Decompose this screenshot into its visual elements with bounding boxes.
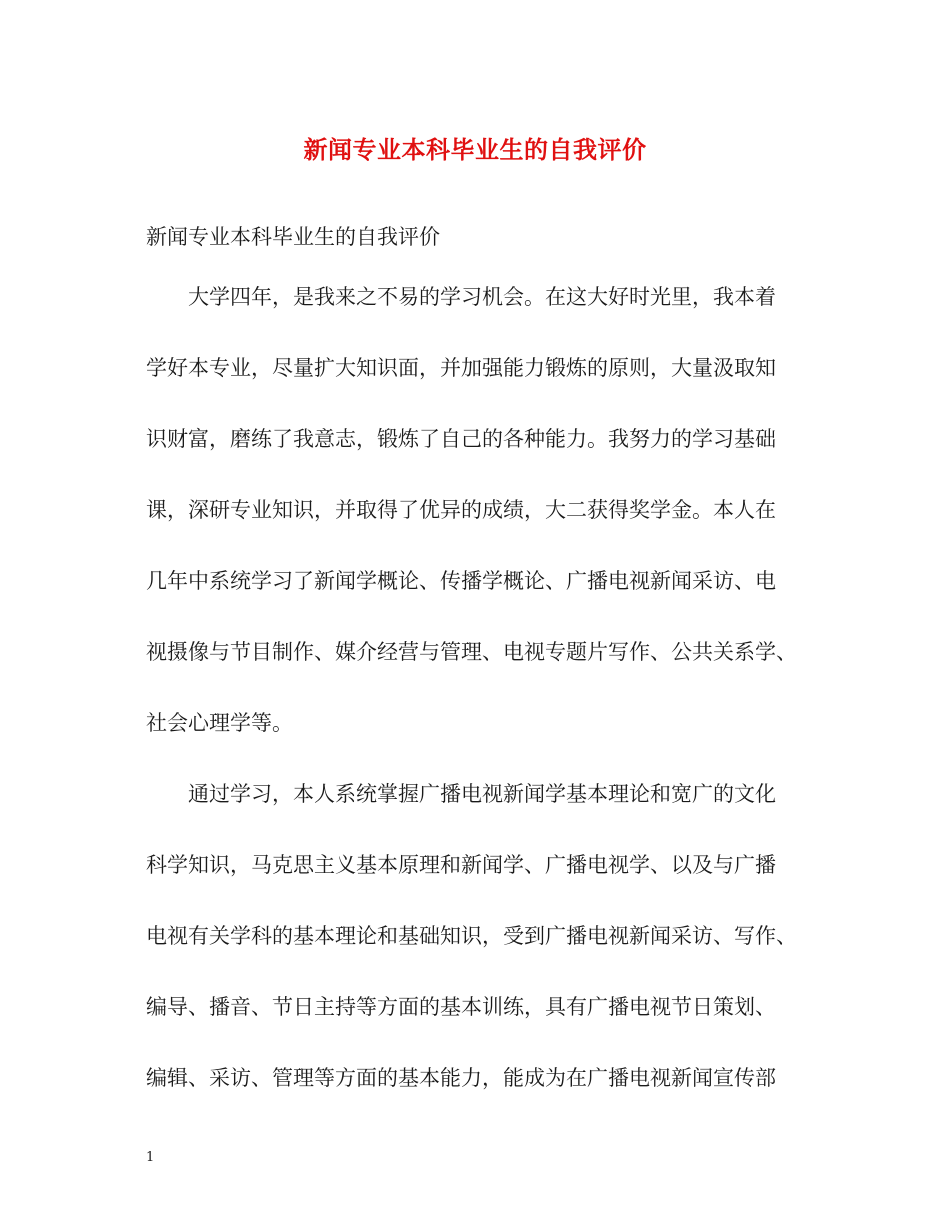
body-line-3: 识财富，磨练了我意志，锻炼了自己的各种能力。我努力的学习基础 xyxy=(146,427,776,451)
body-line-4: 课，深研专业知识，并取得了优异的成绩，大二获得奖学金。本人在 xyxy=(146,498,776,522)
body-line-8: 通过学习，本人系统掌握广播电视新闻学基本理论和宽广的文化 xyxy=(146,782,776,806)
body-line-1: 大学四年，是我来之不易的学习机会。在这大好时光里，我本着 xyxy=(146,285,776,309)
page-number: 1 xyxy=(146,1150,155,1165)
body-line-11: 编导、播音、节日主持等方面的基本训练，具有广播电视节日策划、 xyxy=(146,995,776,1019)
body-line-5: 几年中系统学习了新闻学概论、传播学概论、广播电视新闻采访、电 xyxy=(146,569,776,593)
body-line-12: 编辑、采访、管理等方面的基本能力，能成为在广播电视新闻宣传部 xyxy=(146,1066,776,1090)
body-line-2: 学好本专业，尽量扩大知识面，并加强能力锻炼的原则，大量汲取知 xyxy=(146,356,776,380)
body-line-9: 科学知识，马克思主义基本原理和新闻学、广播电视学、以及与广播 xyxy=(146,853,776,877)
document-title: 新闻专业本科毕业生的自我评价 xyxy=(303,135,647,164)
body-line-6: 视摄像与节目制作、媒介经营与管理、电视专题片写作、公共关系学、 xyxy=(146,640,797,664)
body-line-10: 电视有关学科的基本理论和基础知识，受到广播电视新闻采访、写作、 xyxy=(146,924,797,948)
body-line-7: 社会心理学等。 xyxy=(146,711,293,735)
document-subtitle: 新闻专业本科毕业生的自我评价 xyxy=(146,225,440,249)
